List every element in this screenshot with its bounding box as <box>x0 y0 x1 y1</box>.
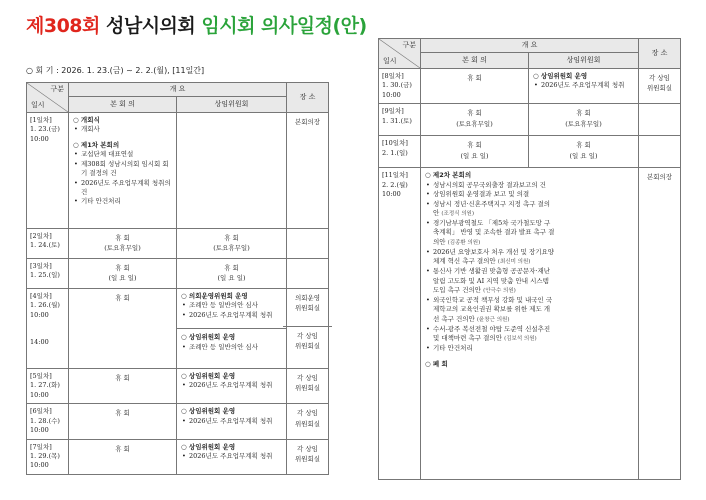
plenary-cell: ○ 개회식 • 개회사 ○ 제1차 본회의 • 교섭단체 대표연설 • 제308회 성남시의회 임시회 회기 결정의 건 • 2026년도 주요업무계획 청취의 건 • 기타 안건처리 <box>69 113 177 229</box>
header-ilsi: 일시 <box>383 56 397 65</box>
header-gubun: 구분 <box>402 41 416 49</box>
place-cell <box>639 136 681 168</box>
title-session: 제308회 <box>26 15 100 37</box>
table-row <box>379 69 681 104</box>
date-cell: [6일차] 1. 28.(수) 10:00 <box>27 404 69 439</box>
table-row <box>379 104 681 136</box>
plenary-cell: 휴 회 <box>69 369 177 404</box>
table-row <box>379 136 681 168</box>
document-title <box>26 14 367 39</box>
header-gubun: 구분 <box>50 85 64 93</box>
committee-cell: ○ 상임위원회 운영 • 2026년도 주요업무계획 청취 <box>177 439 287 474</box>
place-cell: 본회의장 <box>639 168 681 480</box>
plenary-cell: 휴 회 <box>69 404 177 439</box>
committee-cell: ○ 상임위원회 운영 • 2026년도 주요업무계획 청취 <box>177 369 287 404</box>
title-council: 성남시의회 <box>99 15 202 37</box>
date-cell: [8일차] 1. 30.(금) 10:00 <box>379 69 421 104</box>
header-corner <box>27 83 69 113</box>
committee-cell: ○ 의회운영위원회 운영 • 조례안 등 일반의안 심사 • 2026년도 주요업무계획 청취 ○ 상임위원회 운영 • 조례안 등 일반의안 심사 <box>177 289 287 369</box>
plenary-cell: 휴 회 (일 요 일) <box>421 136 529 168</box>
session-period: ○ 회 기 : 2026. 1. 23.(금) ~ 2. 2.(월), [11일간] <box>26 66 205 75</box>
plenary-cell: 휴 회 <box>69 289 177 369</box>
date-cell: [7일차] 1. 29.(목) 10:00 <box>27 439 69 474</box>
place-cell: 각 상임 위원회실 <box>287 439 329 474</box>
schedule-table-right <box>378 38 681 480</box>
header-gaeyo: 개 요 <box>421 39 639 53</box>
plenary-cell: 휴 회 (토요휴무일) <box>69 229 177 259</box>
place-cell <box>287 229 329 259</box>
committee-cell: ○ 상임위원회 운영 • 2026년도 주요업무계획 청취 <box>177 404 287 439</box>
date-cell: [11일차] 2. 2.(월) 10:00 <box>379 168 421 480</box>
table-row <box>27 404 329 439</box>
table-row <box>27 369 329 404</box>
date-cell: [9일차] 1. 31.(토) <box>379 104 421 136</box>
committee-cell: 휴 회 (토요휴무일) <box>177 229 287 259</box>
date-cell: [4일차] 1. 26.(월) 10:00 14:00 <box>27 289 69 369</box>
plenary-cell: 휴 회 <box>69 439 177 474</box>
place-cell <box>287 259 329 289</box>
plenary-cell: 휴 회 (토요휴무일) <box>421 104 529 136</box>
committee-cell <box>177 113 287 229</box>
header-bonhoeui: 본 회 의 <box>421 53 529 69</box>
table-row <box>379 168 681 480</box>
header-bonhoeui: 본 회 의 <box>69 97 177 113</box>
place-cell: 본회의장 <box>287 113 329 229</box>
header-jangso: 장 소 <box>639 39 681 69</box>
table-row <box>27 229 329 259</box>
title-schedule: 임시회 의사일정(안) <box>201 15 367 37</box>
place-cell: 각 상임 위원회실 <box>639 69 681 104</box>
date-cell: [3일차] 1. 25.(일) <box>27 259 69 289</box>
place-cell: 각 상임 위원회실 <box>287 404 329 439</box>
place-cell: 각 상임 위원회실 <box>287 369 329 404</box>
header-jangso: 장 소 <box>287 83 329 113</box>
place-cell: 의회운영 위원회실 각 상임 위원회실 <box>287 289 329 369</box>
schedule-table-left <box>26 82 329 475</box>
table-row <box>27 113 329 229</box>
date-cell: [1일차] 1. 23.(금) 10:00 <box>27 113 69 229</box>
plenary-cell: 휴 회 <box>421 69 529 104</box>
header-sangim: 상임위원회 <box>177 97 287 113</box>
place-cell <box>639 104 681 136</box>
header-gaeyo: 개 요 <box>69 83 287 97</box>
header-corner <box>379 39 421 69</box>
table-row <box>27 289 329 369</box>
committee-cell: 휴 회 (토요휴무일) <box>529 104 639 136</box>
committee-cell: 휴 회 (일 요 일) <box>529 136 639 168</box>
date-cell: [10일차] 2. 1.(일) <box>379 136 421 168</box>
table-row <box>27 259 329 289</box>
plenary-cell: 휴 회 (일 요 일) <box>69 259 177 289</box>
date-cell: [2일차] 1. 24.(토) <box>27 229 69 259</box>
table-row <box>27 439 329 474</box>
plenary-cell: ○ 제2차 본회의 • 성남시의회 공무국외출장 결과보고의 건 • 상임위원회 운영결과 보고 및 의결 • 성남시 정년·신혼주택지구 지정 촉구 결의안 (조정식 의원) • 경기남부광역철도 「제5차 국가철도망 구축계획」 반영 및 조속한 결과 발표 촉구 결의안 (김종환 의원) • 2026년 요양보호사 처우 개선 및 장기요양 체계 혁신 촉구 결의안 (최신미 의원) • 통신사 기반 생활권 맞춤형 공공문자·재난알림 고도화 및 AI 지역 맞춤 안내 시스템 도입 촉구 건의안 (안극수 의원) • 외국인학교 공적 책무성 강화 및 내국인 국제학교의 교육인권권 확보를 위한 제도 개선 촉구 건의안 (윤창근 의원) • 수서-광주 복선전철 야탑 도준역 신설추진 및 대책마련 촉구 결의안 (김보석 의원) • 기타 안건처리 ○ 폐 회 <box>421 168 639 480</box>
header-ilsi: 일시 <box>31 100 45 109</box>
committee-cell: 휴 회 (일 요 일) <box>177 259 287 289</box>
header-sangim: 상임위원회 <box>529 53 639 69</box>
date-cell: [5일차] 1. 27.(화) 10:00 <box>27 369 69 404</box>
committee-cell: ○ 상임위원회 운영 • 2026년도 주요업무계획 청취 <box>529 69 639 104</box>
